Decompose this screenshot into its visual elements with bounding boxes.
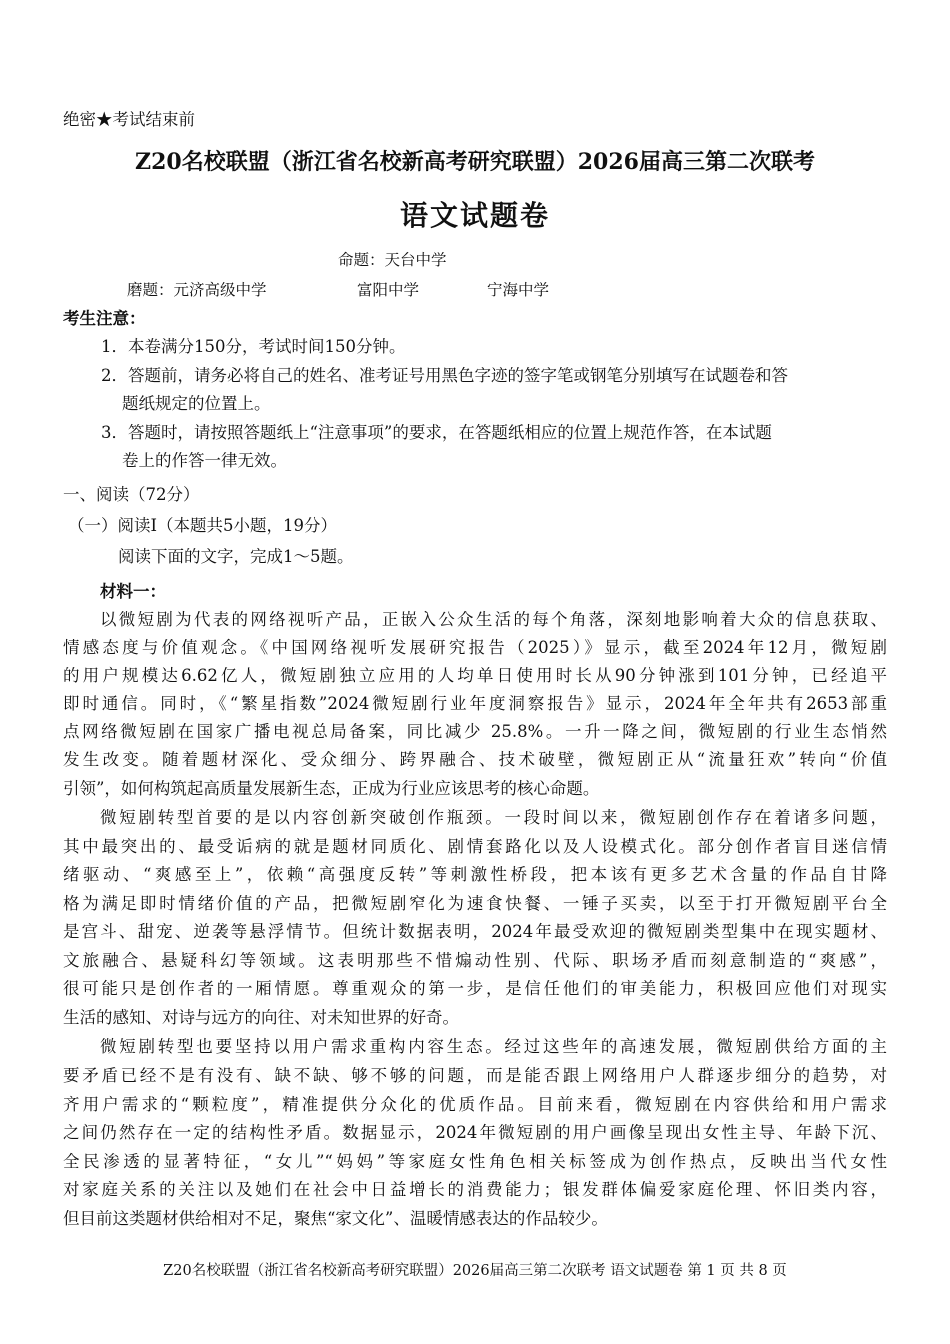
reviewer-school-3: 宁海中学	[487, 281, 550, 299]
section-heading: 一、阅读（72分）	[63, 485, 200, 504]
paragraph-3-line-1: 微短剧转型也要坚持以用户需求重构内容生态。经过这些年的高速发展，微短剧供给方面的主	[100, 1037, 887, 1056]
paragraph-1-line-7: 引领”，如何构筑起高质量发展新生态，正成为行业应该思考的核心命题。	[63, 779, 600, 798]
notice-item-3-line-1: 3．答题时，请按照答题纸上“注意事项”的要求，在答题纸相应的位置上规范作答，在本试题	[101, 423, 772, 442]
subsection-heading: （一）阅读Ⅰ（本题共5小题，19分）	[68, 516, 338, 535]
notice-item-2-line-1: 2．答题前，请务必将自己的姓名、准考证号用黑色字迹的签字笔或钢笔分别填写在试题卷和答	[101, 366, 788, 385]
material-label: 材料一：	[100, 582, 166, 601]
setter-line: 命题：天台中学	[338, 251, 447, 269]
exam-title: Z20名校联盟（浙江省名校新高考研究联盟）2026届高三第二次联考	[135, 149, 815, 175]
paragraph-1-line-5: 点网络微短剧在国家广播电视总局备案，同比减少 25.8%。一升一降之间，微短剧的行业生态悄然	[63, 722, 887, 741]
paragraph-2-line-6: 文旅融合、悬疑科幻等领域。这表明那些不惜煽动性别、代际、职场矛盾而刻意制造的“爽感”，	[63, 951, 887, 970]
paragraph-1-line-1: 以微短剧为代表的网络视听产品，正嵌入公众生活的每个角落，深刻地影响着大众的信息获取、	[100, 610, 887, 629]
paragraph-2-line-3: 绪驱动、“爽感至上”，依赖“高强度反转”等刺激性桥段，把本该有更多艺术含量的作品自甘降	[63, 865, 887, 884]
paragraph-3-line-7: 但目前这类题材供给相对不足，聚焦“家文化”、温暖情感表达的作品较少。	[63, 1209, 608, 1228]
paragraph-1-line-6: 发生改变。随着题材深化、受众细分、跨界融合、技术破壁，微短剧正从“流量狂欢”转向“价值	[63, 750, 887, 769]
paragraph-3-line-5: 全民渗透的显著特征，“女儿”“妈妈”等家庭女性角色相关标签成为创作热点，反映出当代女性	[63, 1152, 887, 1171]
paragraph-2-line-2: 其中最突出的、最受诟病的就是题材同质化、剧情套路化以及人设模式化。部分创作者盲目迷信情	[63, 837, 887, 856]
paragraph-2-line-7: 很可能只是创作者的一厢情愿。尊重观众的第一步，是信任他们的审美能力，积极回应他们对现实	[63, 979, 887, 998]
reviewer-line: 磨题：元济高级中学	[127, 281, 267, 299]
reading-instruction: 阅读下面的文字，完成1～5题。	[118, 547, 354, 566]
paragraph-2-line-4: 格为满足即时情绪价值的产品，把微短剧窄化为速食快餐、一锤子买卖，以至于打开微短剧平台全	[63, 894, 887, 913]
reviewer-school-2: 富阳中学	[357, 281, 420, 299]
paragraph-3-line-3: 齐用户需求的“颗粒度”，精准提供分众化的优质作品。目前来看，微短剧在内容供给和用户需求	[63, 1095, 887, 1114]
notice-heading: 考生注意：	[63, 309, 146, 328]
paragraph-2-line-1: 微短剧转型首要的是以内容创新突破创作瓶颈。一段时间以来，微短剧创作存在着诸多问题，	[100, 808, 887, 827]
paragraph-1-line-3: 的用户规模达6.62亿人，微短剧独立应用的人均单日使用时长从90分钟涨到101分钟，已经追平	[63, 666, 887, 685]
paragraph-1-line-2: 情感态度与价值观念。《中国网络视听发展研究报告（2025）》显示，截至2024年12月，微短剧	[63, 638, 887, 657]
paragraph-2-line-8: 生活的感知、对诗与远方的向往、对未知世界的好奇。	[63, 1008, 459, 1027]
page-footer: Z20名校联盟（浙江省名校新高考研究联盟）2026届高三第二次联考 语文试题卷 第 1 页 共 8 页	[163, 1263, 787, 1279]
notice-item-1: 1．本卷满分150分，考试时间150分钟。	[101, 337, 406, 356]
paragraph-3-line-6: 对家庭关系的关注以及她们在社会中日益增长的消费能力；银发群体偏爱家庭伦理、怀旧类内容，	[63, 1180, 887, 1199]
paragraph-3-line-2: 要矛盾已经不是有没有、缺不缺、够不够的问题，而是能否跟上网络用户人群逐步细分的趋势，对	[63, 1066, 887, 1085]
confidential-label: 绝密★考试结束前	[63, 110, 195, 129]
paragraph-2-line-5: 是宫斗、甜宠、逆袭等悬浮情节。但统计数据表明，2024年最受欢迎的微短剧类型集中在现实题材、	[63, 922, 887, 941]
paper-title: 语文试题卷	[399, 199, 550, 232]
paragraph-3-line-4: 之间仍然存在一定的结构性矛盾。数据显示，2024年微短剧的用户画像呈现出女性主导、年龄下沉、	[63, 1123, 887, 1142]
notice-item-2-line-2: 题纸规定的位置上。	[122, 394, 271, 413]
paragraph-1-line-4: 即时通信。同时，《“繁星指数”2024微短剧行业年度洞察报告》显示，2024年全年共有2653部重	[63, 694, 887, 713]
notice-item-3-line-2: 卷上的作答一律无效。	[122, 451, 287, 470]
